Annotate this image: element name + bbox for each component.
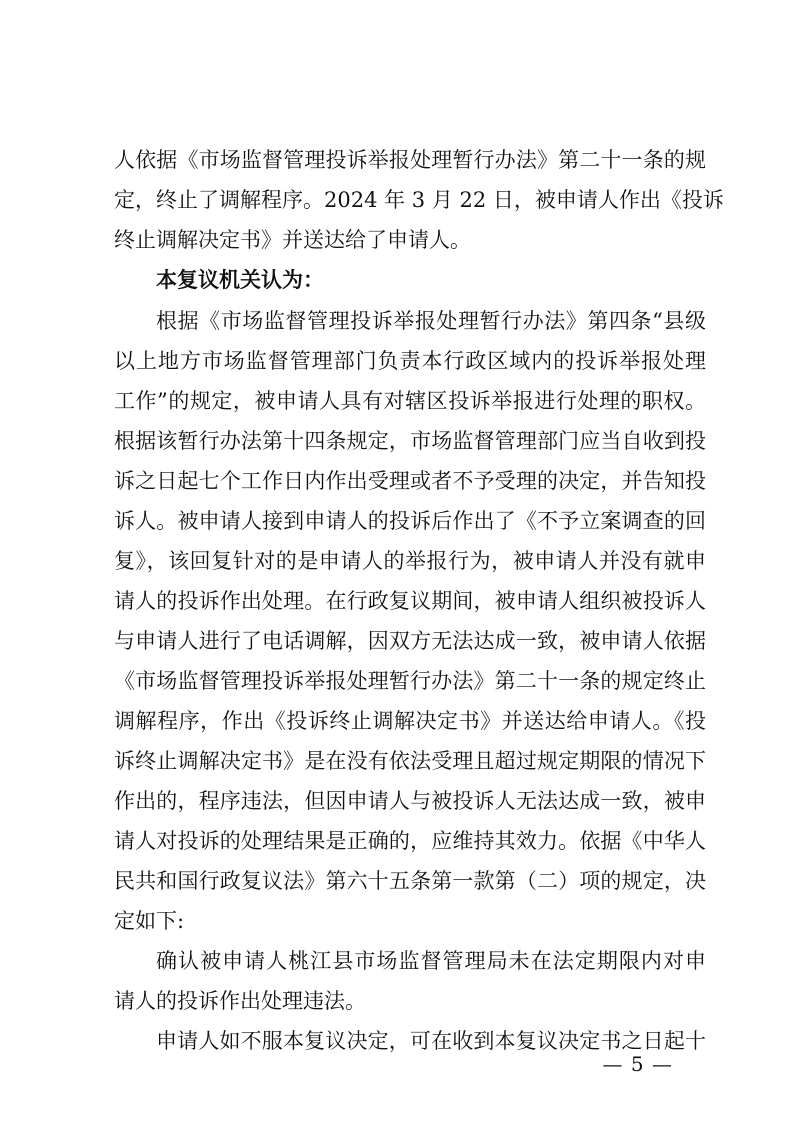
paragraph-line: 与申请人进行了电话调解，因双方无法达成一致，被申请人依据: [114, 629, 706, 653]
paragraph-line: 工作”的规定，被申请人具有对辖区投诉举报进行处理的职权。: [114, 389, 706, 413]
paragraph-line: 请人对投诉的处理结果是正确的，应维持其效力。依据《中华人: [114, 829, 706, 853]
paragraph-line: 以上地方市场监督管理部门负责本行政区域内的投诉举报处理: [114, 349, 706, 373]
paragraph-line: 定，终止了调解程序。2024 年 3 月 22 日，被申请人作出《投诉: [114, 188, 724, 212]
paragraph-line: 定如下:: [114, 909, 185, 933]
paragraph-line: 民共和国行政复议法》第六十五条第一款第（二）项的规定，决: [114, 869, 706, 893]
paragraph-line: 根据《市场监督管理投诉举报处理暂行办法》第四条“县级: [156, 309, 706, 333]
paragraph-line: 确认被申请人桃江县市场监督管理局未在法定期限内对申: [156, 949, 706, 973]
paragraph-line: 终止调解决定书》并送达给了申请人。: [114, 228, 471, 252]
paragraph-line: 诉人。被申请人接到申请人的投诉后作出了《不予立案调查的回: [114, 509, 706, 533]
paragraph-line: 复》，该回复针对的是申请人的举报行为，被申请人并没有就申: [114, 549, 706, 573]
paragraph-line: 诉终止调解决定书》是在没有依法受理且超过规定期限的情况下: [114, 749, 706, 773]
paragraph-line: 《市场监督管理投诉举报处理暂行办法》第二十一条的规定终止: [114, 669, 706, 693]
paragraph-line: 根据该暂行办法第十四条规定，市场监督管理部门应当自收到投: [114, 429, 706, 453]
paragraph-line: 请人的投诉作出处理违法。: [114, 989, 366, 1013]
paragraph-line: 人依据《市场监督管理投诉举报处理暂行办法》第二十一条的规: [114, 148, 706, 172]
paragraph-line: 诉之日起七个工作日内作出受理或者不予受理的决定，并告知投: [114, 469, 706, 493]
paragraph-line: 作出的，程序违法，但因申请人与被投诉人无法达成一致，被申: [114, 789, 706, 813]
page-number: — 5 —: [602, 1052, 673, 1076]
paragraph-line: 请人的投诉作出处理。在行政复议期间，被申请人组织被投诉人: [114, 589, 706, 613]
section-heading: 本复议机关认为：: [156, 268, 324, 292]
paragraph-line: 申请人如不服本复议决定，可在收到本复议决定书之日起十: [156, 1029, 706, 1053]
paragraph-line: 调解程序，作出《投诉终止调解决定书》并送达给申请人。《投: [114, 709, 706, 733]
